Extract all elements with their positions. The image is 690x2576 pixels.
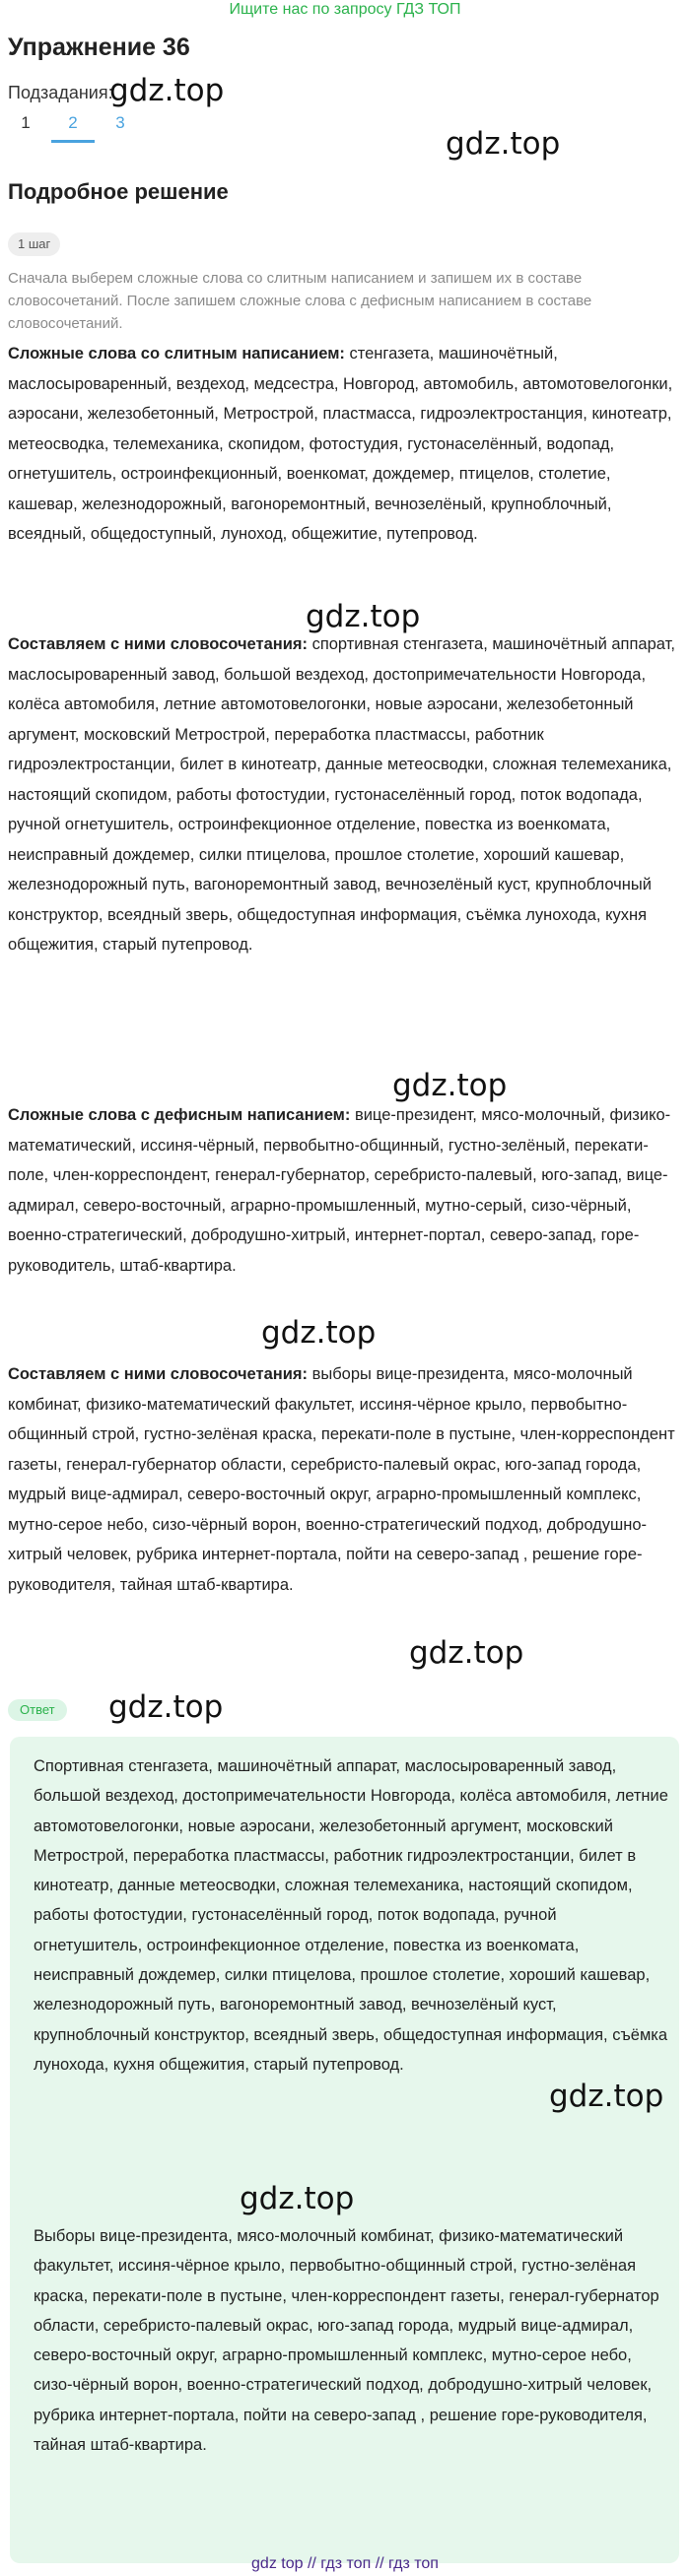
watermark: gdz.top (108, 1689, 224, 1725)
answer-paragraph-2: Выборы вице-президента, мясо-молочный комбинат, физико-математический факультет, иссиня-чёрное крыло, первобытно-общинный строй, густно-зелёная краска, перекати-поле в пустыне, член-корреспондент газеты, генерал-губернатор области, серебристо-палевый окрас, юго-запад города, мудрый вице-адмирал, северо-восточный округ, аграрно-промышленный комплекс, мутно-серое небо, сизо-чёрный ворон, военно-стратегический подход, добродушно-хитрый человек, рубрика интернет-портала, пойти на северо-запад , решение горе-руководителя, тайная штаб-квартира. (34, 2227, 659, 2455)
tab-subtask-1[interactable]: 1 (21, 113, 31, 132)
solution-hyphen-phrases (8, 1359, 682, 1600)
watermark: gdz.top (109, 73, 225, 108)
hyphen-words-text: вице-президент, мясо-молочный, физико-математический, иссиня-чёрный, первобытно-общинный, густно-зелёный, перекати-поле, член-корреспондент, генерал-губернатор, серебристо-палевый, юго-запад, вице-адмирал, северо-восточный, аграрно-промышленный, мутно-серый, сизо-чёрный, военно-стратегический, добродушно-хитрый, интернет-портал, северо-запад, горе-руководитель, штаб-квартира. (8, 1106, 671, 1275)
section-title: Подробное решение (8, 179, 229, 204)
tab-subtask-2[interactable]: 2 (51, 110, 95, 143)
solution-intro: Сначала выберем сложные слова со слитным написанием и запишем их в составе словосочетаний. После запишем сложные слова с дефисным написанием в составе словосочетаний. (8, 270, 592, 332)
footer-links[interactable]: gdz top // гдз топ // гдз топ (251, 2555, 439, 2572)
watermark: gdz.top (240, 2181, 355, 2216)
exercise-title: Упражнение 36 (8, 33, 190, 61)
solution-fused-phrases (8, 629, 682, 960)
fused-phrases-text: спортивная стенгазета, машиночётный аппарат, маслосыроваренный завод, большой вездеход, достопримечательности Новгорода, колёса автомобиля, летние автомотовелогонки, новые аэросани, железобетонный аргумент, московский Метрострой, переработка пластмассы, работник гидроэлектростанции, билет в кинотеатр, данные метеосводки, сложная телемеханика, настоящий скопидом, работы фотостудии, густонаселённый город, поток водопада, ручной огнетушитель, остроинфекционное отделение, повестка из военкомата, неисправный дождемер, силки птицелова, прошлое столетие, хороший кашевар, железнодорожный путь, вагоноремонтный завод, вечнозелёный куст, крупноблочный конструктор, всеядный зверь, общедоступная информация, съёмка лунохода, кухня общежития, старый путепровод. (8, 635, 675, 954)
hyphen-phrases-text: выборы вице-президента, мясо-молочный комбинат, физико-математический факультет, иссиня-чёрное крыло, первобытно-общинный строй, густно-зелёная краска, перекати-поле в пустыне, член-корреспондент газеты, генерал-губернатор области, серебристо-палевый окрас, юго-запад города, мудрый вице-адмирал, северо-восточный округ, аграрно-промышленный комплекс, мутно-серое небо, сизо-чёрный ворон, военно-стратегический подход, добродушно-хитрый человек, рубрика интернет-портала, пойти на северо-запад , решение горе-руководителя, тайная штаб-квартира. (8, 1365, 675, 1594)
fused-words-text: стенгазета, машиночётный, маслосыроваренный, вездеход, медсестра, Новгород, автомобиль, автомотовелогонки, аэросани, железобетонный, Метрострой, пластмасса, гидроэлектростанция, кинотеатр, метеосводка, телемеханика, скопидом, фотостудия, густонаселённый, водопад, огнетушитель, остроинфекционный, военкомат, дождемер, птицелов, столетие, кашевар, железнодорожный, вагоноремонтный, вечнозелёный, крупноблочный, всеядный, общедоступный, луноход, общежитие, путепровод. (8, 345, 673, 543)
solution-fused-words (8, 339, 682, 550)
watermark: gdz.top (261, 1315, 377, 1351)
subtasks-label: Подзадания: (8, 83, 113, 102)
step-badge: 1 шаг (8, 232, 60, 256)
watermark: gdz.top (392, 1068, 508, 1103)
solution-hyphen-words (8, 1100, 682, 1281)
top-banner-link[interactable]: Ищите нас по запросу ГДЗ ТОП (229, 1, 461, 18)
tab-subtask-3[interactable]: 3 (115, 113, 125, 132)
watermark: gdz.top (409, 1635, 524, 1671)
watermark: gdz.top (446, 126, 561, 162)
fused-words-label: Сложные слова со слитным написанием: (8, 345, 345, 363)
answer-paragraph-1: Спортивная стенгазета, машиночётный аппарат, маслосыроваренный завод, большой вездеход, достопримечательности Новгорода, колёса автомобиля, летние автомотовелогонки, новые аэросани, железобетонный аргумент, московский Метрострой, переработка пластмассы, работник гидроэлектростанции, билет в кинотеатр, данные метеосводки, сложная телемеханика, настоящий скопидом, работы фотостудии, густонаселённый город, поток водопада, ручной огнетушитель, остроинфекционное отделение, повестка из военкомата, неисправный дождемер, силки птицелова, прошлое столетие, хороший кашевар, железнодорожный путь, вагоноремонтный завод, вечнозелёный куст, крупноблочный конструктор, всеядный зверь, общедоступная информация, съёмка лунохода, кухня общежития, старый путепровод. (34, 1757, 668, 2074)
hyphen-phrases-label: Составляем с ними словосочетания: (8, 1365, 308, 1383)
watermark: gdz.top (306, 599, 421, 634)
subtask-tabs (0, 110, 158, 144)
hyphen-words-label: Сложные слова с дефисным написанием: (8, 1106, 351, 1124)
answer-badge: Ответ (8, 1699, 67, 1721)
fused-phrases-label: Составляем с ними словосочетания: (8, 635, 308, 653)
watermark: gdz.top (549, 2079, 664, 2114)
